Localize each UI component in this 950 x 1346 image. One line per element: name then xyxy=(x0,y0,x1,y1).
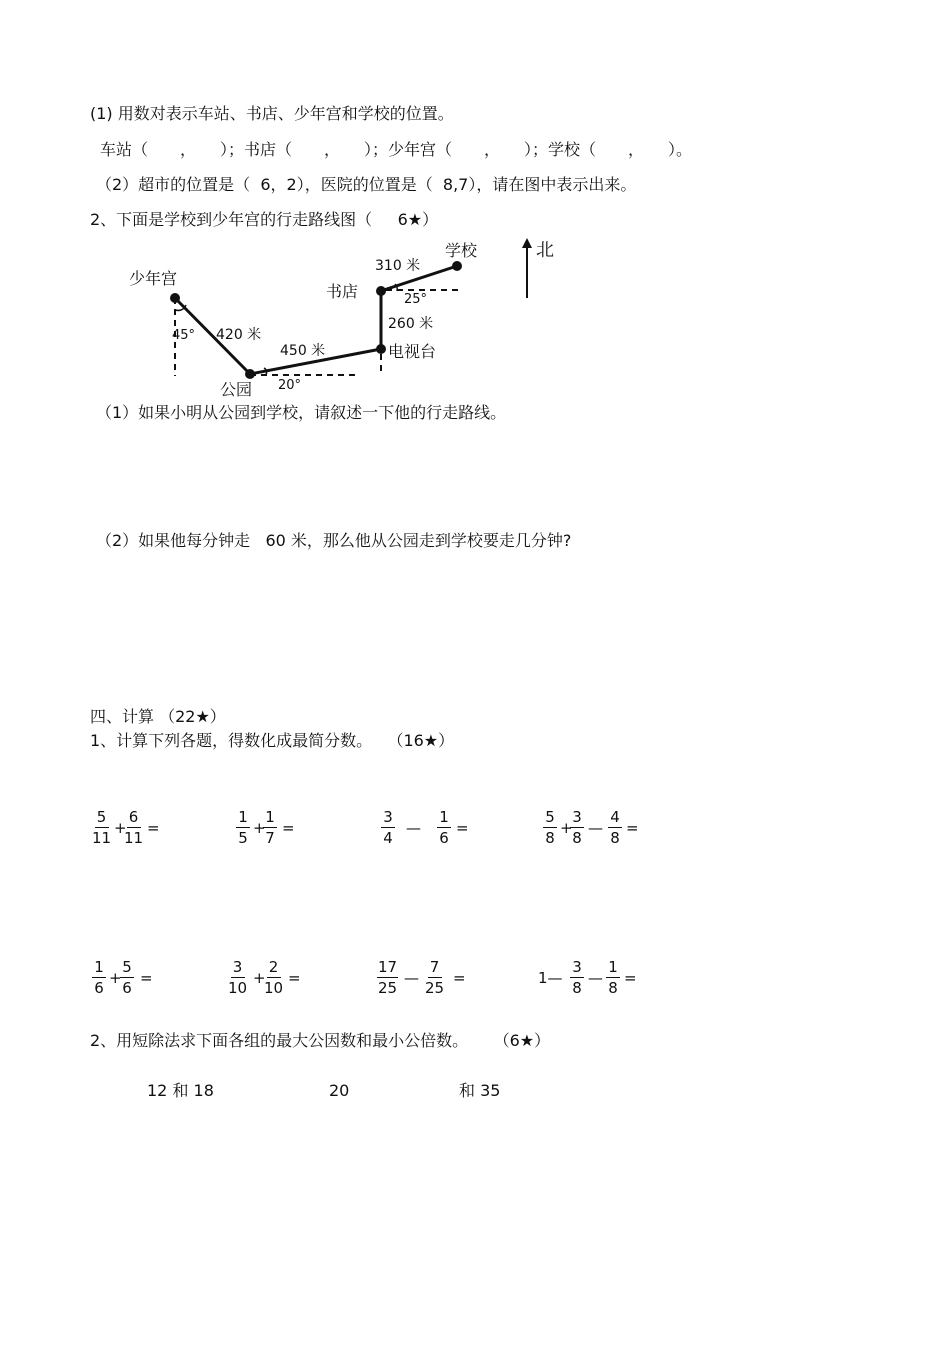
equals-sign: = xyxy=(453,969,466,987)
frac-num: 2 xyxy=(267,958,281,978)
operator: — xyxy=(588,819,603,837)
frac-den: 10 xyxy=(264,979,284,997)
equals-sign: = xyxy=(282,819,295,837)
frac-num: 3 xyxy=(570,958,584,978)
operator: + xyxy=(253,969,266,987)
frac-num: 3 xyxy=(381,808,395,828)
frac-den: 4 xyxy=(383,829,393,847)
frac-num: 1 xyxy=(606,958,620,978)
frac-num: 3 xyxy=(231,958,245,978)
q1-part1: (1) 用数对表示车站、书店、少年宫和学校的位置。 xyxy=(90,104,454,123)
frac-den: 25 xyxy=(378,979,398,997)
operator: — xyxy=(406,819,421,837)
frac-den: 6 xyxy=(439,829,449,847)
frac-num: 1 xyxy=(437,808,451,828)
frac-num: 3 xyxy=(570,808,584,828)
frac-den: 7 xyxy=(265,829,275,847)
group-1: 12 和 18 xyxy=(147,1081,214,1100)
frac-num: 4 xyxy=(608,808,622,828)
label-d420: 420 米 xyxy=(216,327,262,343)
equals-sign: = xyxy=(147,819,160,837)
frac-num: 5 xyxy=(120,958,134,978)
frac-num: 1 xyxy=(92,958,106,978)
label-park: 公园 xyxy=(220,380,253,399)
north-arrow-head-icon xyxy=(522,238,532,248)
frac-den: 11 xyxy=(92,829,112,847)
dot-bookstore xyxy=(376,286,386,296)
frac-den: 6 xyxy=(122,979,132,997)
frac-num: 5 xyxy=(543,808,557,828)
frac-den: 10 xyxy=(228,979,248,997)
q2-title: 2、下面是学校到少年宫的行走路线图（ 6★） xyxy=(90,210,439,229)
frac-num: 6 xyxy=(127,808,141,828)
frac-den: 8 xyxy=(572,829,582,847)
frac-den: 8 xyxy=(608,979,618,997)
q1-part2: （2）超市的位置是（ 6，2），医院的位置是（ 8,7），请在图中表示出来。 xyxy=(96,175,637,194)
dot-school xyxy=(452,261,462,271)
operator: + xyxy=(114,819,127,837)
label-youth-palace: 少年宫 xyxy=(129,269,178,288)
section4-p1: 1、计算下列各题，得数化成最简分数。 （16★） xyxy=(90,731,455,750)
frac-num: 1 xyxy=(236,808,250,828)
q1-blanks: 车站（ ， ）；书店（ ， ）；少年宫（ ， ）；学校（ ， ）。 xyxy=(100,140,693,159)
group-2: 20 xyxy=(329,1081,350,1100)
label-a25: 25° xyxy=(404,292,428,307)
frac-num: 17 xyxy=(378,958,398,976)
equals-sign: = xyxy=(288,969,301,987)
frac-den: 6 xyxy=(94,979,104,997)
q2-sub1: （1）如果小明从公园到学校，请叙述一下他的行走路线。 xyxy=(96,403,507,422)
operator: + xyxy=(560,819,573,837)
operator: + xyxy=(109,969,122,987)
frac-num: 7 xyxy=(428,958,442,978)
equals-sign: = xyxy=(456,819,469,837)
frac-num: 5 xyxy=(95,808,109,828)
frac-num: 1 xyxy=(263,808,277,828)
frac-den: 25 xyxy=(425,979,445,997)
label-north: 北 xyxy=(536,240,554,261)
group-3: 和 35 xyxy=(459,1081,501,1100)
frac-den: 5 xyxy=(238,829,248,847)
equals-sign: = xyxy=(140,969,153,987)
frac-den: 8 xyxy=(545,829,555,847)
label-d260: 260 米 xyxy=(388,316,434,332)
dot-tv-station xyxy=(376,344,386,354)
q2-sub2: （2）如果他每分钟走 60 米，那么他从公园走到学校要走几分钟? xyxy=(96,531,572,550)
label-a45: 45° xyxy=(172,328,196,343)
frac-den: 8 xyxy=(572,979,582,997)
operator: — xyxy=(404,969,419,987)
label-tv-station: 电视台 xyxy=(388,342,437,361)
dot-youth-palace xyxy=(170,293,180,303)
operator: — xyxy=(588,969,603,987)
label-a20: 20° xyxy=(278,378,302,393)
lead-term: 1— xyxy=(538,969,563,987)
label-school: 学校 xyxy=(445,241,478,260)
equals-sign: = xyxy=(624,969,637,987)
route-map xyxy=(0,232,950,402)
equals-sign: = xyxy=(626,819,639,837)
frac-den: 11 xyxy=(124,829,144,847)
frac-den: 8 xyxy=(610,829,620,847)
dot-park xyxy=(245,369,255,379)
operator: + xyxy=(253,819,266,837)
label-bookstore: 书店 xyxy=(326,282,359,301)
label-d310: 310 米 xyxy=(375,258,421,274)
section4-title: 四、计算 （22★） xyxy=(90,707,226,726)
section4-p2: 2、用短除法求下面各组的最大公因数和最小公倍数。 （6★） xyxy=(90,1031,551,1050)
label-d450: 450 米 xyxy=(280,343,326,359)
